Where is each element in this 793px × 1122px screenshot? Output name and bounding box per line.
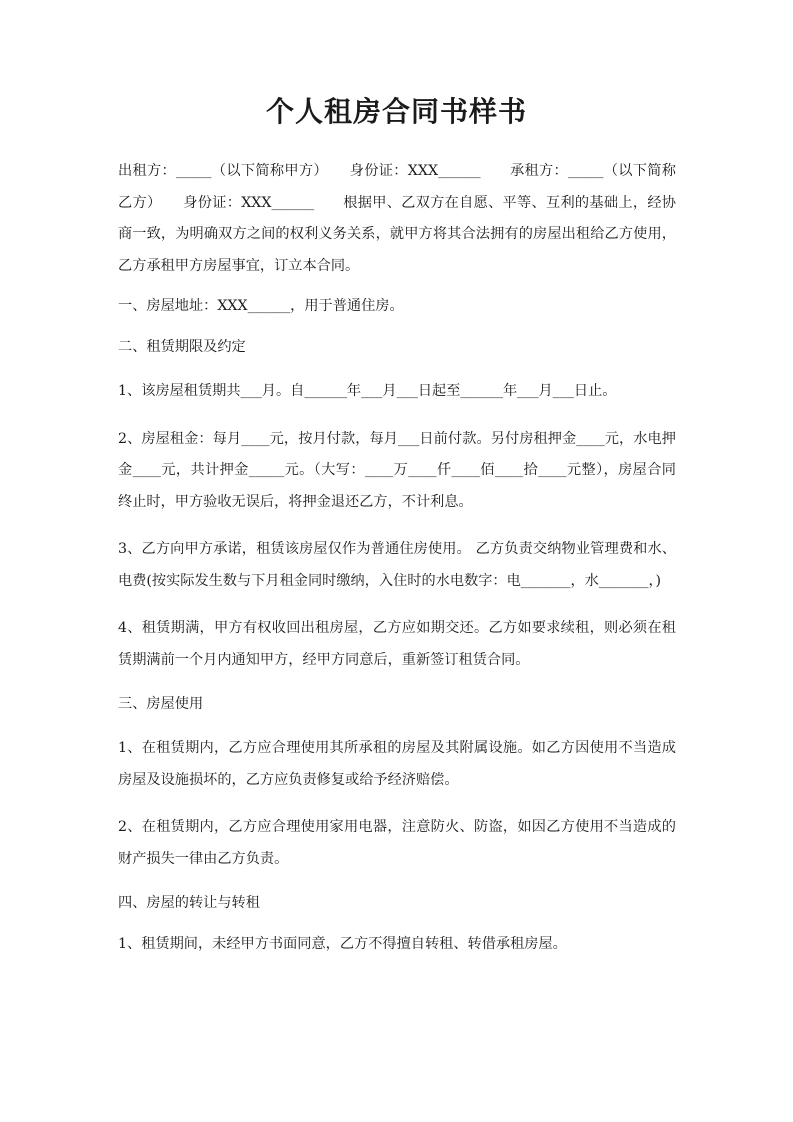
section-heading-house-use: 三、房屋使用	[118, 696, 204, 712]
section-heading-transfer: 四、房屋的转让与转租	[118, 895, 260, 911]
clause-house-address: 一、房屋地址：XXX______，用于普通住房。	[118, 298, 404, 314]
clause-facility-use: 1、在租赁期内，乙方应合理使用其所承租的房屋及其附属设施。如乙方因使用不当造成房屋及设施损坏的，乙方应负责修复或给予经济赔偿。	[118, 740, 676, 788]
clause-rent-deposit: 2、房屋租金：每月____元，按月付款，每月___日前付款。另付房租押金____元，水电押金____元，共计押金_____元。（大写：____万____仟____佰____拾____元整），房屋合同终止时，甲方验收无误后，将押金退还乙方，不计利息。	[118, 430, 676, 510]
clause-no-sublet: 1、租赁期间，未经甲方书面同意，乙方不得擅自转租、转借承租房屋。	[118, 936, 567, 952]
document-title: 个人租房合同书样书	[265, 95, 527, 128]
intro-paragraph: 出租方：_____（以下简称甲方） 身份证：XXX______ 承租方：_____（以下简称乙方） 身份证：XXX______ 根据甲、乙双方在自愿、平等、互利的基础上，经协商一致，为明确双方之间的权利义务关系，就甲方将其合法拥有的房屋出租给乙方使用，乙方承租甲方房屋事宜，订立本合同。	[118, 163, 676, 274]
section-heading-lease-term: 二、租赁期限及约定	[118, 339, 246, 355]
clause-lease-expiry: 4、租赁期满，甲方有权收回出租房屋，乙方应如期交还。乙方如要求续租，则必须在租赁期满前一个月内通知甲方，经甲方同意后，重新签订租赁合同。	[118, 620, 676, 668]
clause-appliance-use: 2、在租赁期内，乙方应合理使用家用电器，注意防火、防盗，如因乙方使用不当造成的财产损失一律由乙方负责。	[118, 819, 676, 867]
clause-usage-fees: 3、乙方向甲方承诺，租赁该房屋仅作为普通住房使用。 乙方负责交纳物业管理费和水、电费(按实际发生数与下月租金同时缴纳，入住时的水电数字：电_______，水_______，)	[118, 541, 676, 589]
clause-lease-period: 1、该房屋租赁期共___月。自______年___月___日起至______年___月___日止。	[118, 383, 617, 399]
document-body	[118, 156, 676, 973]
